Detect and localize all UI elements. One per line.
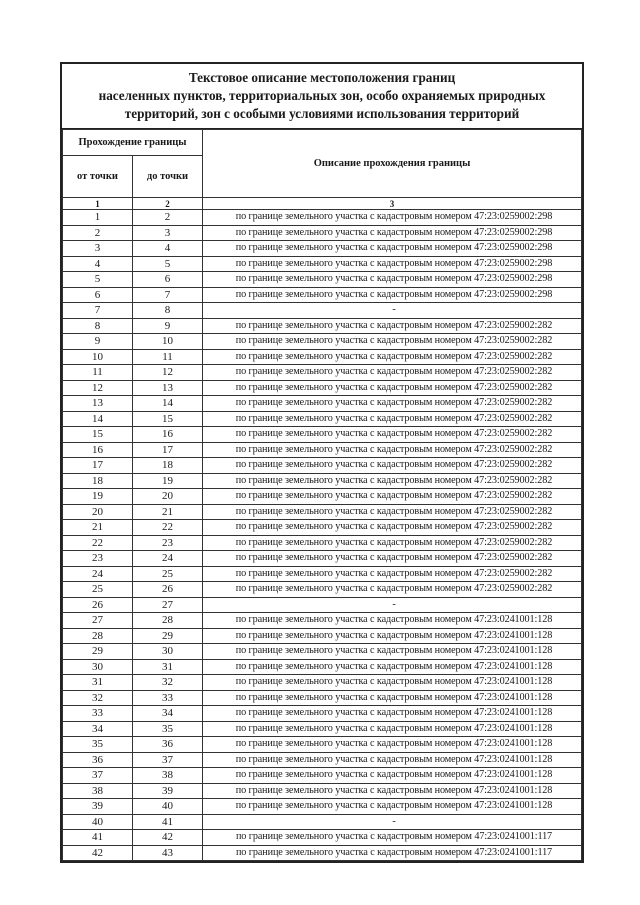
description-cell: по границе земельного участка с кадастровым номером 47:23:0259002:282 [203,442,582,458]
description-cell: по границе земельного участка с кадастровым номером 47:23:0259002:282 [203,365,582,381]
table-row [63,675,582,691]
from-point-cell: 22 [63,535,133,551]
description-cell: по границе земельного участка с кадастровым номером 47:23:0259002:282 [203,520,582,536]
description-cell: по границе земельного участка с кадастровым номером 47:23:0241001:117 [203,830,582,846]
to-point-cell: 9 [133,318,203,334]
to-point-cell: 8 [133,303,203,319]
boundary-table [62,129,582,861]
description-cell: по границе земельного участка с кадастровым номером 47:23:0241001:128 [203,659,582,675]
table-row [63,504,582,520]
description-cell: по границе земельного участка с кадастровым номером 47:23:0259002:298 [203,287,582,303]
to-point-cell: 4 [133,241,203,257]
description-cell: по границе земельного участка с кадастровым номером 47:23:0241001:128 [203,644,582,660]
from-point-cell: 17 [63,458,133,474]
description-cell: - [203,303,582,319]
table-row [63,473,582,489]
table-row [63,535,582,551]
to-point-cell: 5 [133,256,203,272]
description-cell: по границе земельного участка с кадастровым номером 47:23:0259002:282 [203,504,582,520]
to-point-cell: 28 [133,613,203,629]
to-point-cell: 43 [133,845,203,861]
to-point-cell: 2 [133,210,203,226]
to-point-cell: 19 [133,473,203,489]
group-header-boundary-passage: Прохождение границы [63,130,203,156]
table-row [63,210,582,226]
from-point-cell: 34 [63,721,133,737]
table-row [63,768,582,784]
from-point-cell: 30 [63,659,133,675]
table-row [63,566,582,582]
table-row [63,272,582,288]
table-row [63,520,582,536]
title-line-2: населенных пунктов, территориальных зон, особо охраняемых природных [98,88,546,103]
from-point-cell: 12 [63,380,133,396]
column-number-1: 1 [63,198,133,210]
table-row [63,287,582,303]
column-number-2: 2 [133,198,203,210]
from-point-cell: 36 [63,752,133,768]
to-point-cell: 26 [133,582,203,598]
from-point-cell: 24 [63,566,133,582]
table-row [63,597,582,613]
table-row [63,427,582,443]
table-row [63,256,582,272]
to-point-cell: 25 [133,566,203,582]
to-point-cell: 22 [133,520,203,536]
from-point-cell: 2 [63,225,133,241]
table-row [63,613,582,629]
to-point-cell: 15 [133,411,203,427]
from-point-cell: 33 [63,706,133,722]
description-cell: по границе земельного участка с кадастровым номером 47:23:0259002:282 [203,334,582,350]
table-row [63,628,582,644]
to-point-cell: 31 [133,659,203,675]
to-point-cell: 17 [133,442,203,458]
to-point-cell: 6 [133,272,203,288]
description-cell: по границе земельного участка с кадастровым номером 47:23:0241001:128 [203,799,582,815]
description-cell: по границе земельного участка с кадастровым номером 47:23:0259002:298 [203,210,582,226]
from-point-cell: 13 [63,396,133,412]
description-cell: по границе земельного участка с кадастровым номером 47:23:0259002:298 [203,225,582,241]
to-point-cell: 21 [133,504,203,520]
description-cell: по границе земельного участка с кадастровым номером 47:23:0241001:128 [203,706,582,722]
description-cell: по границе земельного участка с кадастровым номером 47:23:0259002:282 [203,566,582,582]
to-point-cell: 35 [133,721,203,737]
from-point-cell: 8 [63,318,133,334]
title-line-1: Текстовое описание местоположения границ [188,70,456,85]
to-point-cell: 16 [133,427,203,443]
table-row [63,690,582,706]
description-cell: по границе земельного участка с кадастровым номером 47:23:0241001:128 [203,737,582,753]
from-point-cell: 35 [63,737,133,753]
to-point-cell: 38 [133,768,203,784]
to-point-cell: 36 [133,737,203,753]
to-point-cell: 40 [133,799,203,815]
to-point-cell: 12 [133,365,203,381]
from-point-cell: 10 [63,349,133,365]
from-point-cell: 28 [63,628,133,644]
from-point-cell: 23 [63,551,133,567]
from-point-cell: 21 [63,520,133,536]
from-point-cell: 26 [63,597,133,613]
from-point-cell: 1 [63,210,133,226]
to-point-cell: 11 [133,349,203,365]
from-point-cell: 40 [63,814,133,830]
from-point-cell: 39 [63,799,133,815]
table-row [63,830,582,846]
to-point-cell: 13 [133,380,203,396]
to-point-cell: 30 [133,644,203,660]
table-row [63,349,582,365]
table-row [63,241,582,257]
to-point-cell: 34 [133,706,203,722]
to-point-cell: 27 [133,597,203,613]
to-point-cell: 18 [133,458,203,474]
to-point-cell: 23 [133,535,203,551]
from-point-cell: 15 [63,427,133,443]
description-cell: по границе земельного участка с кадастровым номером 47:23:0259002:282 [203,489,582,505]
table-row [63,458,582,474]
from-point-cell: 20 [63,504,133,520]
from-point-cell: 37 [63,768,133,784]
from-point-cell: 29 [63,644,133,660]
to-point-cell: 3 [133,225,203,241]
from-point-cell: 32 [63,690,133,706]
description-cell: по границе земельного участка с кадастровым номером 47:23:0259002:282 [203,473,582,489]
to-point-cell: 42 [133,830,203,846]
description-cell: по границе земельного участка с кадастровым номером 47:23:0259002:282 [203,551,582,567]
table-body [63,210,582,861]
from-point-cell: 11 [63,365,133,381]
description-cell: по границе земельного участка с кадастровым номером 47:23:0241001:117 [203,845,582,861]
description-cell: по границе земельного участка с кадастровым номером 47:23:0241001:128 [203,783,582,799]
to-point-cell: 37 [133,752,203,768]
description-cell: по границе земельного участка с кадастровым номером 47:23:0259002:282 [203,411,582,427]
table-row [63,380,582,396]
from-point-cell: 41 [63,830,133,846]
header-to-point: до точки [133,156,203,198]
table-row [63,814,582,830]
table-row [63,551,582,567]
description-cell: по границе земельного участка с кадастровым номером 47:23:0259002:298 [203,256,582,272]
table-row [63,737,582,753]
title-line-3: территорий, зон с особыми условиями использования территорий [124,106,520,121]
table-row [63,644,582,660]
document-frame [60,62,584,863]
from-point-cell: 25 [63,582,133,598]
description-cell: по границе земельного участка с кадастровым номером 47:23:0259002:282 [203,427,582,443]
to-point-cell: 39 [133,783,203,799]
table-row [63,706,582,722]
to-point-cell: 20 [133,489,203,505]
description-cell: по границе земельного участка с кадастровым номером 47:23:0241001:128 [203,628,582,644]
header-description: Описание прохождения границы [203,130,582,198]
description-cell: по границе земельного участка с кадастровым номером 47:23:0259002:282 [203,582,582,598]
description-cell: - [203,597,582,613]
table-row [63,318,582,334]
description-cell: по границе земельного участка с кадастровым номером 47:23:0241001:128 [203,675,582,691]
document-title [62,64,582,129]
to-point-cell: 24 [133,551,203,567]
table-row [63,365,582,381]
description-cell: по границе земельного участка с кадастровым номером 47:23:0241001:128 [203,613,582,629]
description-cell: по границе земельного участка с кадастровым номером 47:23:0241001:128 [203,721,582,737]
table-row [63,303,582,319]
from-point-cell: 5 [63,272,133,288]
table-row [63,582,582,598]
to-point-cell: 14 [133,396,203,412]
to-point-cell: 32 [133,675,203,691]
column-number-3: 3 [203,198,582,210]
from-point-cell: 42 [63,845,133,861]
table-row [63,845,582,861]
description-cell: по границе земельного участка с кадастровым номером 47:23:0241001:128 [203,768,582,784]
to-point-cell: 10 [133,334,203,350]
table-row [63,783,582,799]
from-point-cell: 9 [63,334,133,350]
from-point-cell: 38 [63,783,133,799]
to-point-cell: 33 [133,690,203,706]
table-row [63,752,582,768]
table-row [63,334,582,350]
description-cell: по границе земельного участка с кадастровым номером 47:23:0241001:128 [203,690,582,706]
table-row [63,411,582,427]
from-point-cell: 18 [63,473,133,489]
table-row [63,659,582,675]
from-point-cell: 16 [63,442,133,458]
from-point-cell: 7 [63,303,133,319]
description-cell: по границе земельного участка с кадастровым номером 47:23:0259002:298 [203,272,582,288]
from-point-cell: 14 [63,411,133,427]
table-row [63,489,582,505]
table-row [63,225,582,241]
from-point-cell: 27 [63,613,133,629]
from-point-cell: 4 [63,256,133,272]
description-cell: - [203,814,582,830]
description-cell: по границе земельного участка с кадастровым номером 47:23:0259002:282 [203,458,582,474]
table-row [63,799,582,815]
description-cell: по границе земельного участка с кадастровым номером 47:23:0259002:298 [203,241,582,257]
to-point-cell: 29 [133,628,203,644]
description-cell: по границе земельного участка с кадастровым номером 47:23:0259002:282 [203,396,582,412]
description-cell: по границе земельного участка с кадастровым номером 47:23:0259002:282 [203,349,582,365]
header-from-point: от точки [63,156,133,198]
description-cell: по границе земельного участка с кадастровым номером 47:23:0259002:282 [203,380,582,396]
table-row [63,396,582,412]
from-point-cell: 19 [63,489,133,505]
to-point-cell: 7 [133,287,203,303]
to-point-cell: 41 [133,814,203,830]
from-point-cell: 3 [63,241,133,257]
from-point-cell: 6 [63,287,133,303]
table-row [63,721,582,737]
description-cell: по границе земельного участка с кадастровым номером 47:23:0259002:282 [203,318,582,334]
description-cell: по границе земельного участка с кадастровым номером 47:23:0241001:128 [203,752,582,768]
from-point-cell: 31 [63,675,133,691]
description-cell: по границе земельного участка с кадастровым номером 47:23:0259002:282 [203,535,582,551]
table-row [63,442,582,458]
